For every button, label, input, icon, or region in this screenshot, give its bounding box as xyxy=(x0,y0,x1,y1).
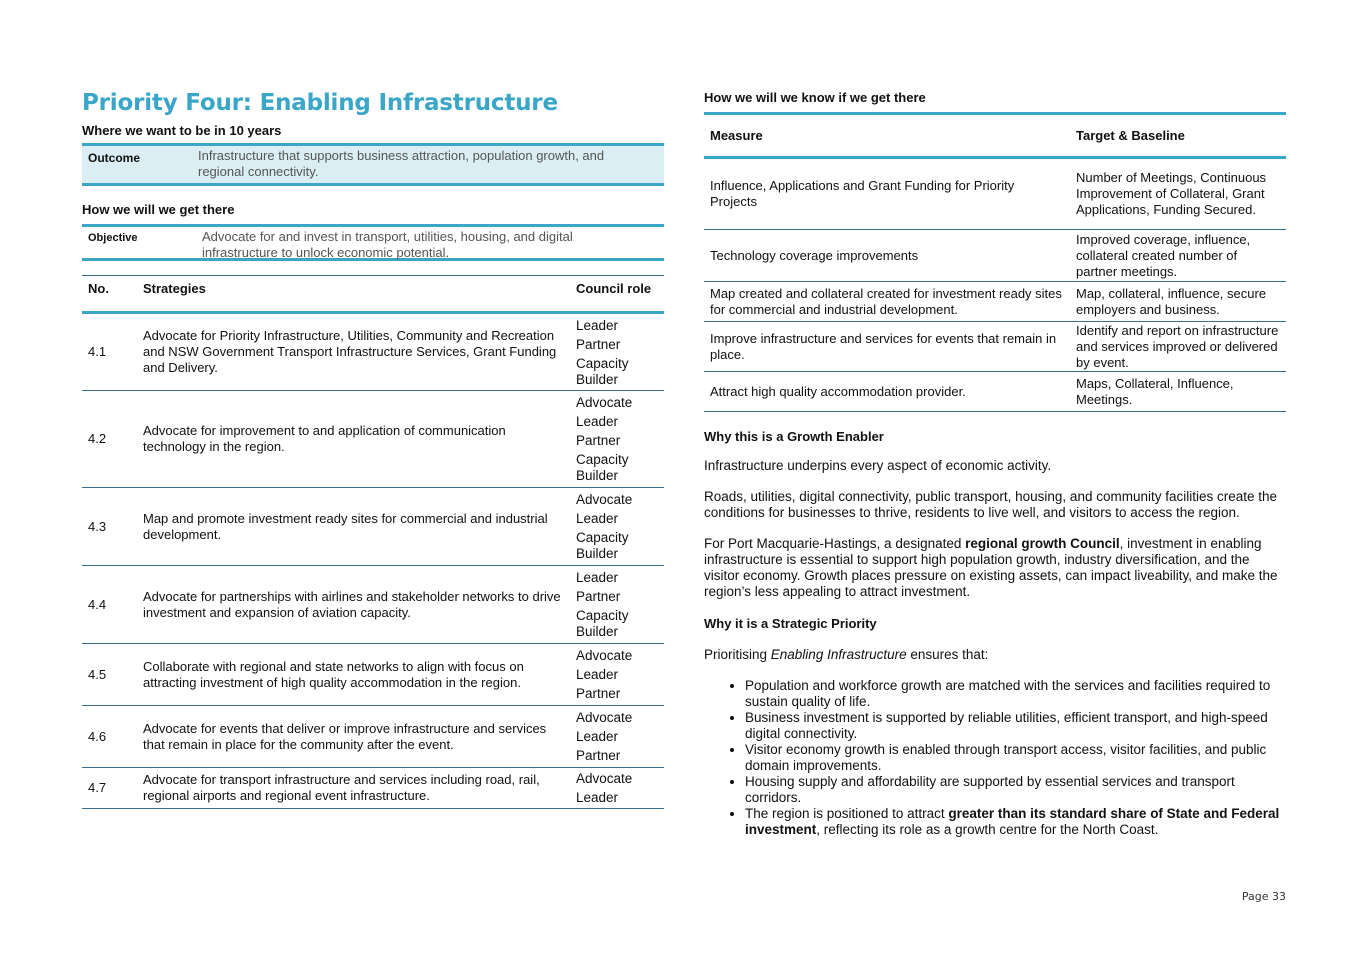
header-strategies: Strategies xyxy=(137,276,570,313)
left-column xyxy=(82,84,664,809)
measure-row xyxy=(704,372,1286,412)
outcome-text: Infrastructure that supports business attraction, population growth, and regional connectivity. xyxy=(198,148,605,179)
measure-text: Map created and collateral created for investment ready sites for commercial and industrial development. xyxy=(704,282,1070,322)
strategy-roles xyxy=(570,391,664,488)
strategy-text: Collaborate with regional and state networks to align with focus on attracting investment of high quality accommodation in the region. xyxy=(137,644,570,706)
header-target: Target & Baseline xyxy=(1070,114,1286,158)
measure-row xyxy=(704,230,1286,282)
strategy-roles xyxy=(570,768,664,809)
council-role: Leader xyxy=(576,511,619,526)
target-text: Improved coverage, influence, collateral created number of partner meetings. xyxy=(1070,230,1286,282)
page-title: Priority Four: Enabling Infrastructure xyxy=(82,90,558,116)
page-number: Page 33 xyxy=(1241,890,1286,903)
strategy-row xyxy=(82,566,664,644)
strategy-text: Advocate for Priority Infrastructure, Utilities, Community and Recreation and NSW Government Transport Infrastructure Services, Grant Funding and Delivery. xyxy=(137,313,570,391)
strategies-table xyxy=(82,275,664,809)
council-role: Leader xyxy=(576,729,619,744)
bullet-item xyxy=(745,806,1286,838)
strategy-row xyxy=(82,768,664,809)
council-role: Partner xyxy=(576,433,621,448)
strategy-text: Advocate for partnerships with airlines and stakeholder networks to drive investment and expansion of aviation capacity. xyxy=(137,566,570,644)
measure-row xyxy=(704,158,1286,230)
strategy-text: Advocate for improvement to and application of communication technology in the region. xyxy=(137,391,570,488)
objective-text: Advocate for and invest in transport, utilities, housing, and digital infrastructure to unlock economic potential. xyxy=(202,229,573,260)
last-bullet-a: The region is positioned to attract xyxy=(745,806,949,821)
intro-b: ensures that: xyxy=(906,647,989,662)
how-get-heading: How we will we get there xyxy=(82,202,235,217)
strategy-text: Map and promote investment ready sites for commercial and industrial development. xyxy=(137,488,570,566)
council-role: Leader xyxy=(576,570,619,585)
council-role: Advocate xyxy=(576,395,633,410)
measure-text: Improve infrastructure and services for events that remain in place. xyxy=(704,322,1070,372)
strategy-roles xyxy=(570,313,664,391)
strategy-number: 4.3 xyxy=(82,488,137,566)
measure-text: Technology coverage improvements xyxy=(704,230,1070,282)
bullet-item: • Business investment is supported by reliable utilities, efficient transport, and high-speed digital connectivity. xyxy=(745,710,1286,742)
measure-row xyxy=(704,322,1286,372)
strategy-text: Advocate for events that deliver or improve infrastructure and services that remain in place for the community after the event. xyxy=(137,706,570,768)
strategy-number: 4.5 xyxy=(82,644,137,706)
strategy-row xyxy=(82,644,664,706)
outcome-box xyxy=(82,143,664,186)
right-column xyxy=(704,84,1286,838)
strategy-number: 4.7 xyxy=(82,768,137,809)
strategy-row xyxy=(82,488,664,566)
strategy-number: 4.1 xyxy=(82,313,137,391)
strategy-text: Advocate for transport infrastructure and services including road, rail, regional airports and regional event infrastructure. xyxy=(137,768,570,809)
bullet-item: • Housing supply and affordability are supported by essential services and transport corridors. xyxy=(745,774,1286,806)
growth-enabler-heading: Why this is a Growth Enabler xyxy=(704,429,884,444)
growth-enabler-p1: Infrastructure underpins every aspect of economic activity. xyxy=(704,458,1052,473)
strategy-number: 4.2 xyxy=(82,391,137,488)
measures-body xyxy=(704,158,1286,412)
council-role: Capacity Builder xyxy=(576,530,629,561)
growth-enabler-p3-b: , investment in enabling infrastructure is essential to support high population growth, industry diversification, and the visitor economy. Growth places pressure on existing assets, can impact liveability, and make the region’s less appealing to attract investment. xyxy=(704,536,1278,599)
council-role: Leader xyxy=(576,317,619,333)
strategy-roles xyxy=(570,644,664,706)
objective-box xyxy=(82,224,664,261)
council-role: Leader xyxy=(576,414,619,429)
measures-table xyxy=(704,112,1286,412)
council-role: Capacity Builder xyxy=(576,355,629,387)
strategies-body xyxy=(82,313,664,809)
measures-header-row xyxy=(704,114,1286,158)
strategy-row xyxy=(82,313,664,391)
strategy-number: 4.6 xyxy=(82,706,137,768)
measure-row xyxy=(704,282,1286,322)
target-text: Identify and report on infrastructure and services improved or delivered by event. xyxy=(1070,322,1286,372)
council-role: Partner xyxy=(576,589,621,604)
intro-italic: Enabling Infrastructure xyxy=(770,647,907,662)
intro-a: Prioritising xyxy=(704,647,771,662)
strategic-priority-intro xyxy=(704,647,1286,663)
strategy-roles xyxy=(570,488,664,566)
last-bullet-bold: greater than its standard share of State and Federal investment xyxy=(745,806,1280,837)
growth-enabler-p3 xyxy=(704,536,1286,600)
strategy-number: 4.4 xyxy=(82,566,137,644)
council-role: Partner xyxy=(576,686,621,701)
growth-enabler-p3-a: For Port Macquarie-Hastings, a designated xyxy=(704,536,966,551)
council-role: Advocate xyxy=(576,648,633,663)
council-role: Capacity Builder xyxy=(576,608,629,639)
council-role: Leader xyxy=(576,667,619,682)
bullet-item: • Visitor economy growth is enabled through transport access, visitor facilities, and public domain improvements. xyxy=(745,742,1286,774)
header-measure: Measure xyxy=(704,114,1070,158)
strategy-roles xyxy=(570,706,664,768)
council-role: Capacity Builder xyxy=(576,452,629,483)
strategic-priority-heading: Why it is a Strategic Priority xyxy=(704,616,877,631)
measure-text: Attract high quality accommodation provider. xyxy=(704,372,1070,412)
strategy-row xyxy=(82,391,664,488)
strategies-header-row xyxy=(82,276,664,313)
objective-label: Objective xyxy=(88,232,138,244)
council-role: Advocate xyxy=(576,710,633,725)
growth-enabler-p3-bold: regional growth Council xyxy=(965,536,1120,551)
header-no: No. xyxy=(82,276,137,313)
target-text: Number of Meetings, Continuous Improvement of Collateral, Grant Applications, Funding Secured. xyxy=(1070,158,1286,230)
measure-text: Influence, Applications and Grant Funding for Priority Projects xyxy=(704,158,1070,230)
council-role: Advocate xyxy=(576,492,633,507)
target-text: Map, collateral, influence, secure employers and business. xyxy=(1070,282,1286,322)
council-role: Advocate xyxy=(576,771,633,786)
council-role: Partner xyxy=(576,336,621,352)
know-heading: How we will we know if we get there xyxy=(704,90,926,105)
strategy-row xyxy=(82,706,664,768)
outcome-label: Outcome xyxy=(88,151,141,165)
priority-bullets xyxy=(704,678,1286,838)
council-role: Leader xyxy=(576,790,619,805)
last-bullet-b: , reflecting its role as a growth centre for the North Coast. xyxy=(816,822,1159,837)
target-text: Maps, Collateral, Influence, Meetings. xyxy=(1070,372,1286,412)
header-council-role: Council role xyxy=(570,276,664,313)
growth-enabler-p2: Roads, utilities, digital connectivity, public transport, housing, and community facilities create the conditions for businesses to thrive, residents to live well, and visitors to access the region. xyxy=(704,489,1278,520)
bullet-item: • Population and workforce growth are matched with the services and facilities required to sustain quality of life. xyxy=(745,678,1286,710)
strategy-roles xyxy=(570,566,664,644)
where-heading: Where we want to be in 10 years xyxy=(82,123,282,138)
council-role: Partner xyxy=(576,748,621,763)
